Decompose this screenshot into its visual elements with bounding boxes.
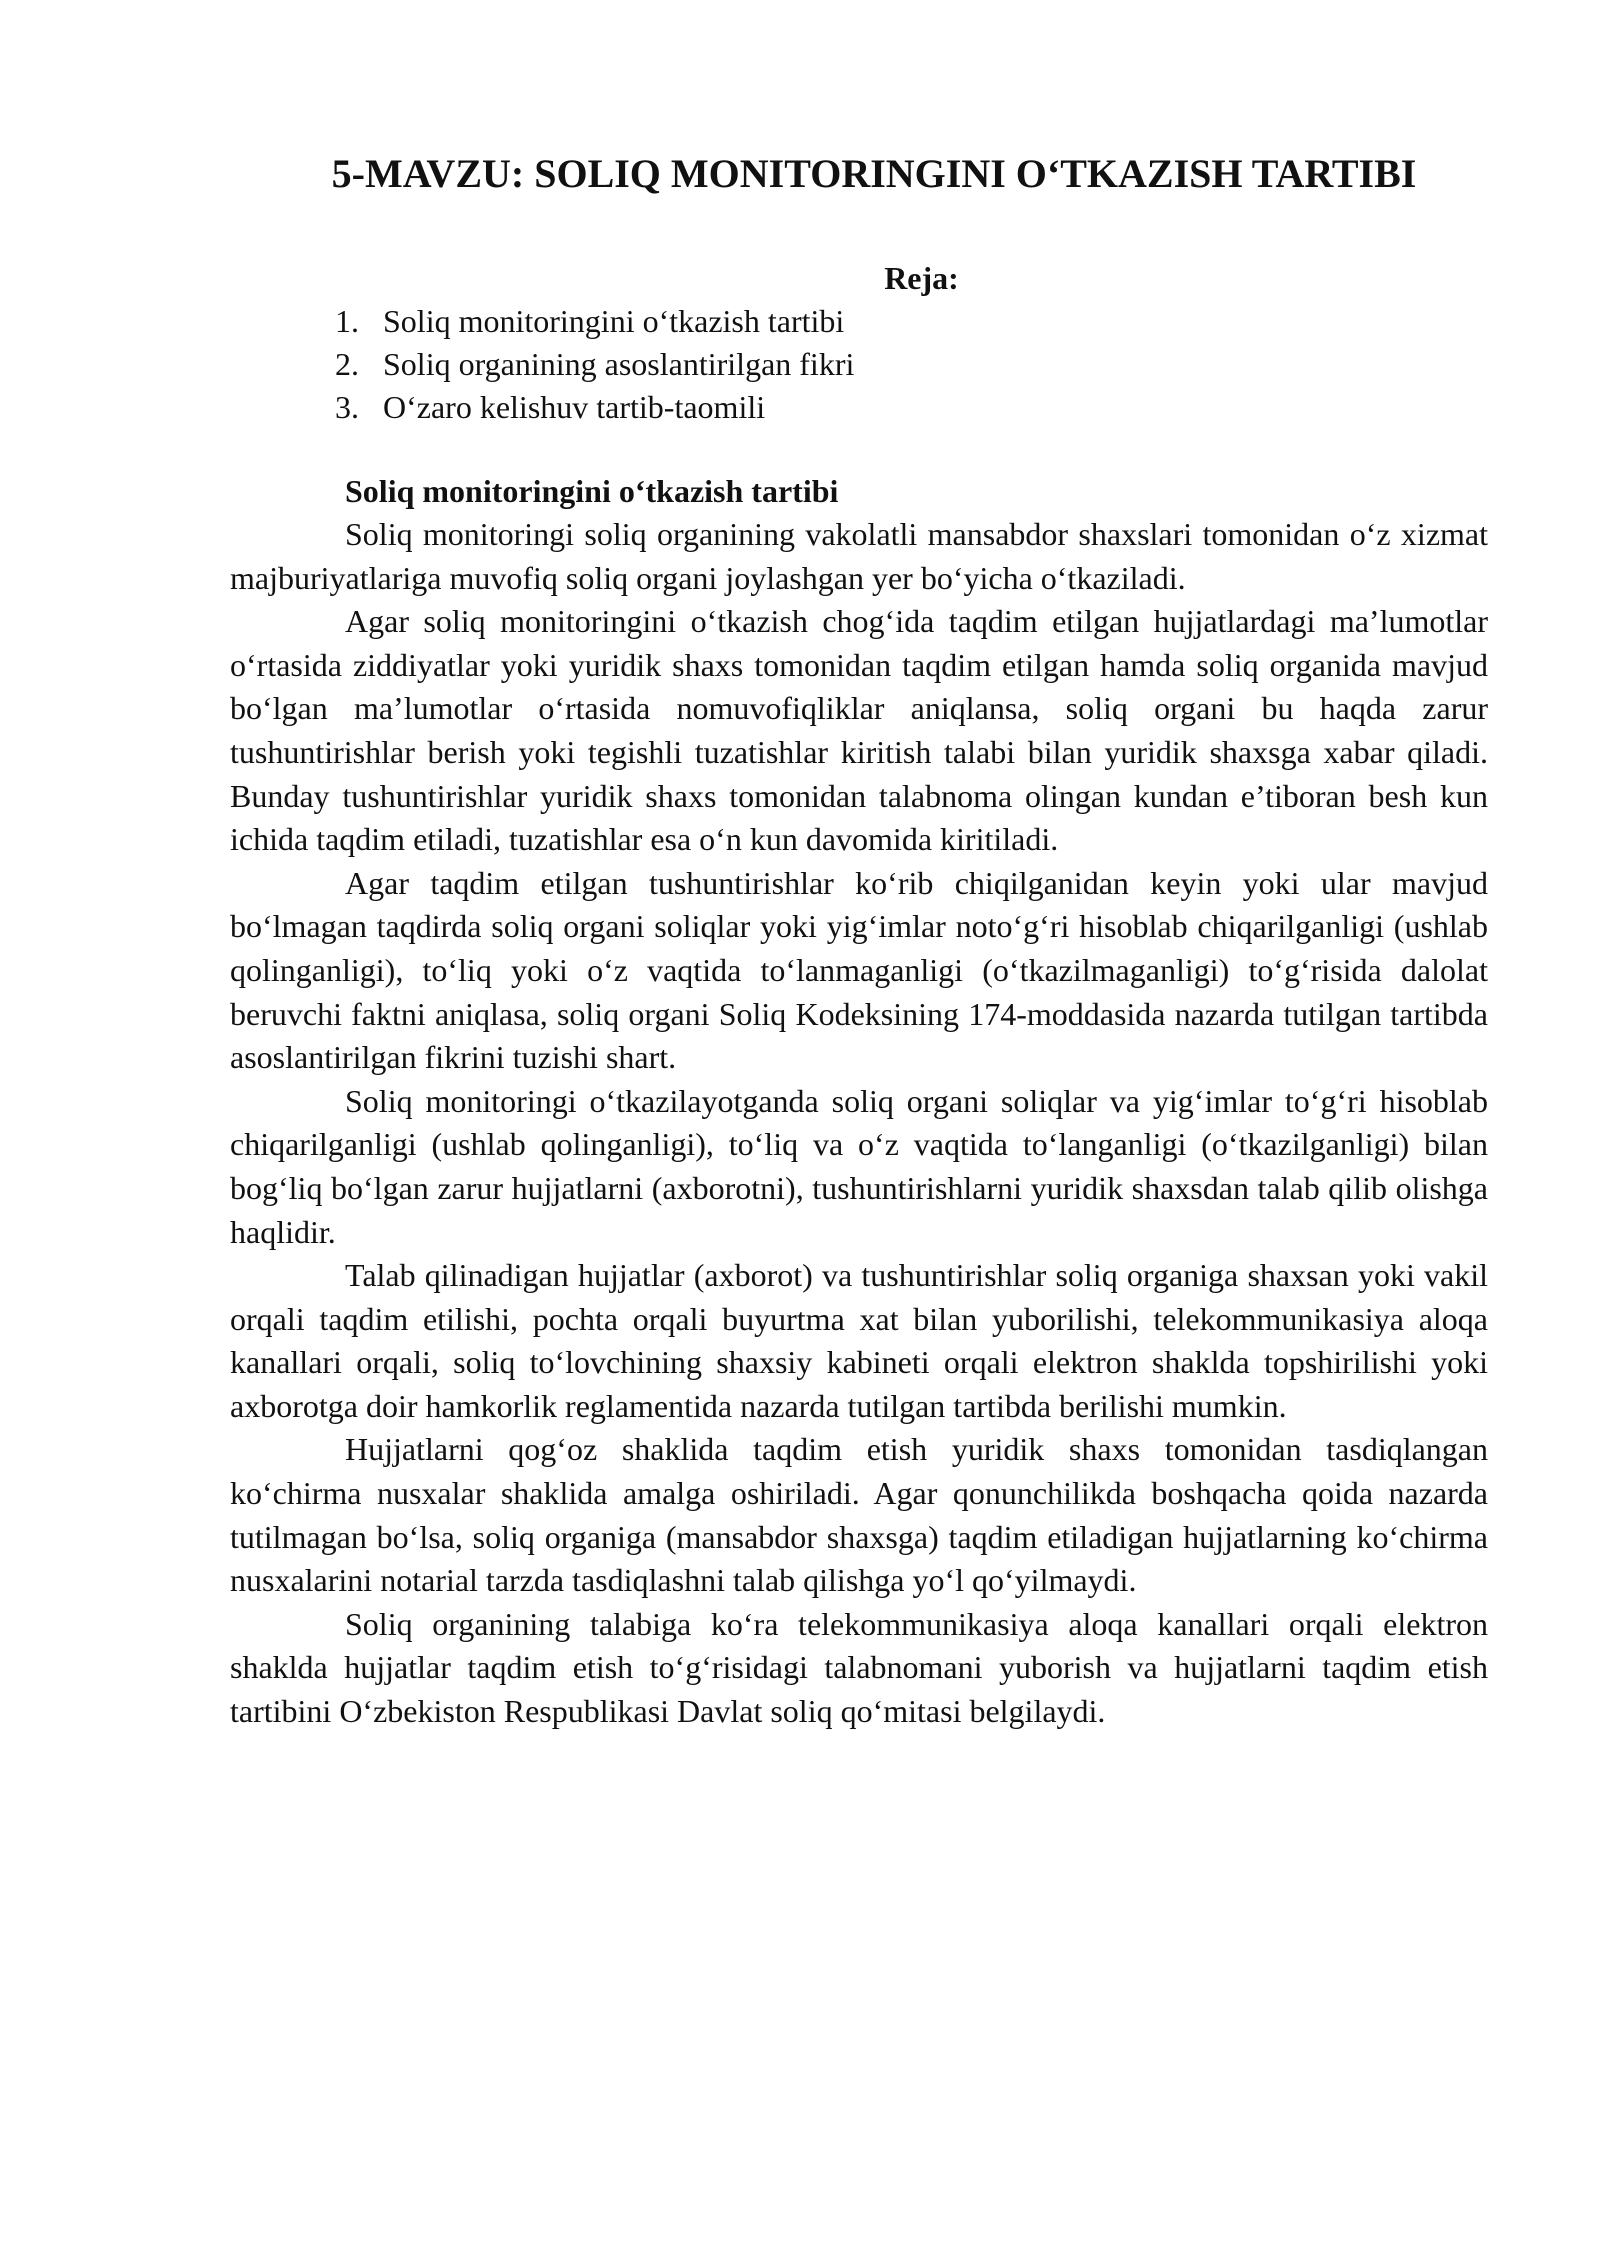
body-paragraph: Soliq organining talabiga ko‘ra telekommunikasiya aloqa kanallari orqali elektron shaklda hujjatlar taqdim etish to‘g‘risidagi talabnomani yuborish va hujjatlarni taqdim etish tartibini O‘zbekiston Respublikasi Davlat soliq qo‘mitasi belgilaydi.: [230, 1605, 1488, 1730]
body-paragraph: Agar soliq monitoringini o‘tkazish chog‘ida taqdim etilgan hujjatlardagi ma’lumotlar o‘rtasida ziddiyatlar yoki yuridik shaxs tomonidan taqdim etilgan hamda soliq organida mavjud bo‘lgan ma’lumotlar o‘rtasida nomuvofiqliklar aniqlansa, soliq organi bu haqda zarur tushuntirishlar berish yoki tegishli tuzatishlar kiritish talabi bilan yuridik shaxsga xabar qiladi. Bunday tushuntirishlar yuridik shaxs tomonidan talabnoma olingan kundan e’tiboran besh kun ichida taqdim etiladi, tuzatishlar esa o‘n kun davomida kiritiladi.: [230, 603, 1488, 858]
plan-item-text: Soliq organining asoslantirilgan fikri: [383, 346, 855, 382]
body-paragraph: Soliq monitoringi soliq organining vakolatli mansabdor shaxslari tomonidan o‘z xizmat majburiyatlariga muvofiq soliq organi joylashgan yer bo‘yicha o‘tkaziladi.: [230, 516, 1488, 596]
document-title: 5-MAVZU: SOLIQ MONITORINGINI O‘TKAZISH TARTIBI: [331, 151, 1417, 196]
plan-list: [230, 300, 1488, 429]
plan-item-text: Soliq monitoringini o‘tkazish tartibi: [383, 303, 845, 339]
body-paragraph: Hujjatlarni qog‘oz shaklida taqdim etish yuridik shaxs tomonidan tasdiqlangan ko‘chirma nusxalar shaklida amalga oshiriladi. Agar qonunchilikda boshqacha qoida nazarda tutilmagan bo‘lsa, soliq organiga (mansabdor shaxsga) taqdim etiladigan hujjatlarning ko‘chirma nusxalarini notarial tarzda tasdiqlashni talab qilishga yo‘l qo‘yilmaydi.: [230, 1431, 1488, 1599]
plan-heading: Reja:: [884, 260, 959, 296]
plan-item: [230, 343, 1488, 386]
section-heading: Soliq monitoringini o‘tkazish tartibi: [345, 473, 839, 509]
document-page: [230, 150, 1488, 1734]
body-paragraph: Soliq monitoringi o‘tkazilayotganda soliq organi soliqlar va yig‘imlar to‘g‘ri hisoblab chiqarilganligi (ushlab qolinganligi), to‘liq va o‘z vaqtida to‘langanligi (o‘tkazilganligi) bilan bog‘liq bo‘lgan zarur hujjatlarni (axborotni), tushuntirishlarni yuridik shaxsdan talab qilib olishga haqlidir.: [230, 1082, 1488, 1250]
body-paragraph: Talab qilinadigan hujjatlar (axborot) va tushuntirishlar soliq organiga shaxsan yoki vakil orqali taqdim etilishi, pochta orqali buyurtma xat bilan yuborilishi, telekommunikasiya aloqa kanallari orqali, soliq to‘lovchining shaxsiy kabineti orqali elektron shaklda topshirilishi yoki axborotga doir hamkorlik reglamentida nazarda tutilgan tartibda berilishi mumkin.: [230, 1257, 1488, 1424]
plan-item-number: 3.: [335, 389, 359, 425]
plan-item-text: O‘zaro kelishuv tartib-taomili: [383, 389, 766, 425]
plan-item: [230, 386, 1488, 429]
plan-item-number: 1.: [335, 303, 359, 339]
body-paragraph: Agar taqdim etilgan tushuntirishlar ko‘rib chiqilganidan keyin yoki ular mavjud bo‘lmagan taqdirda soliq organi soliqlar yoki yig‘imlar noto‘g‘ri hisoblab chiqarilganligi (ushlab qolinganligi), to‘liq yoki o‘z vaqtida to‘lanmaganligi (o‘tkazilmaganligi) to‘g‘risida dalolat beruvchi faktni aniqlasa, soliq organi Soliq Kodeksining 174-moddasida nazarda tutilgan tartibda asoslantirilgan fikrini tuzishi shart.: [230, 864, 1488, 1076]
plan-item: [230, 300, 1488, 343]
plan-item-number: 2.: [335, 346, 359, 382]
